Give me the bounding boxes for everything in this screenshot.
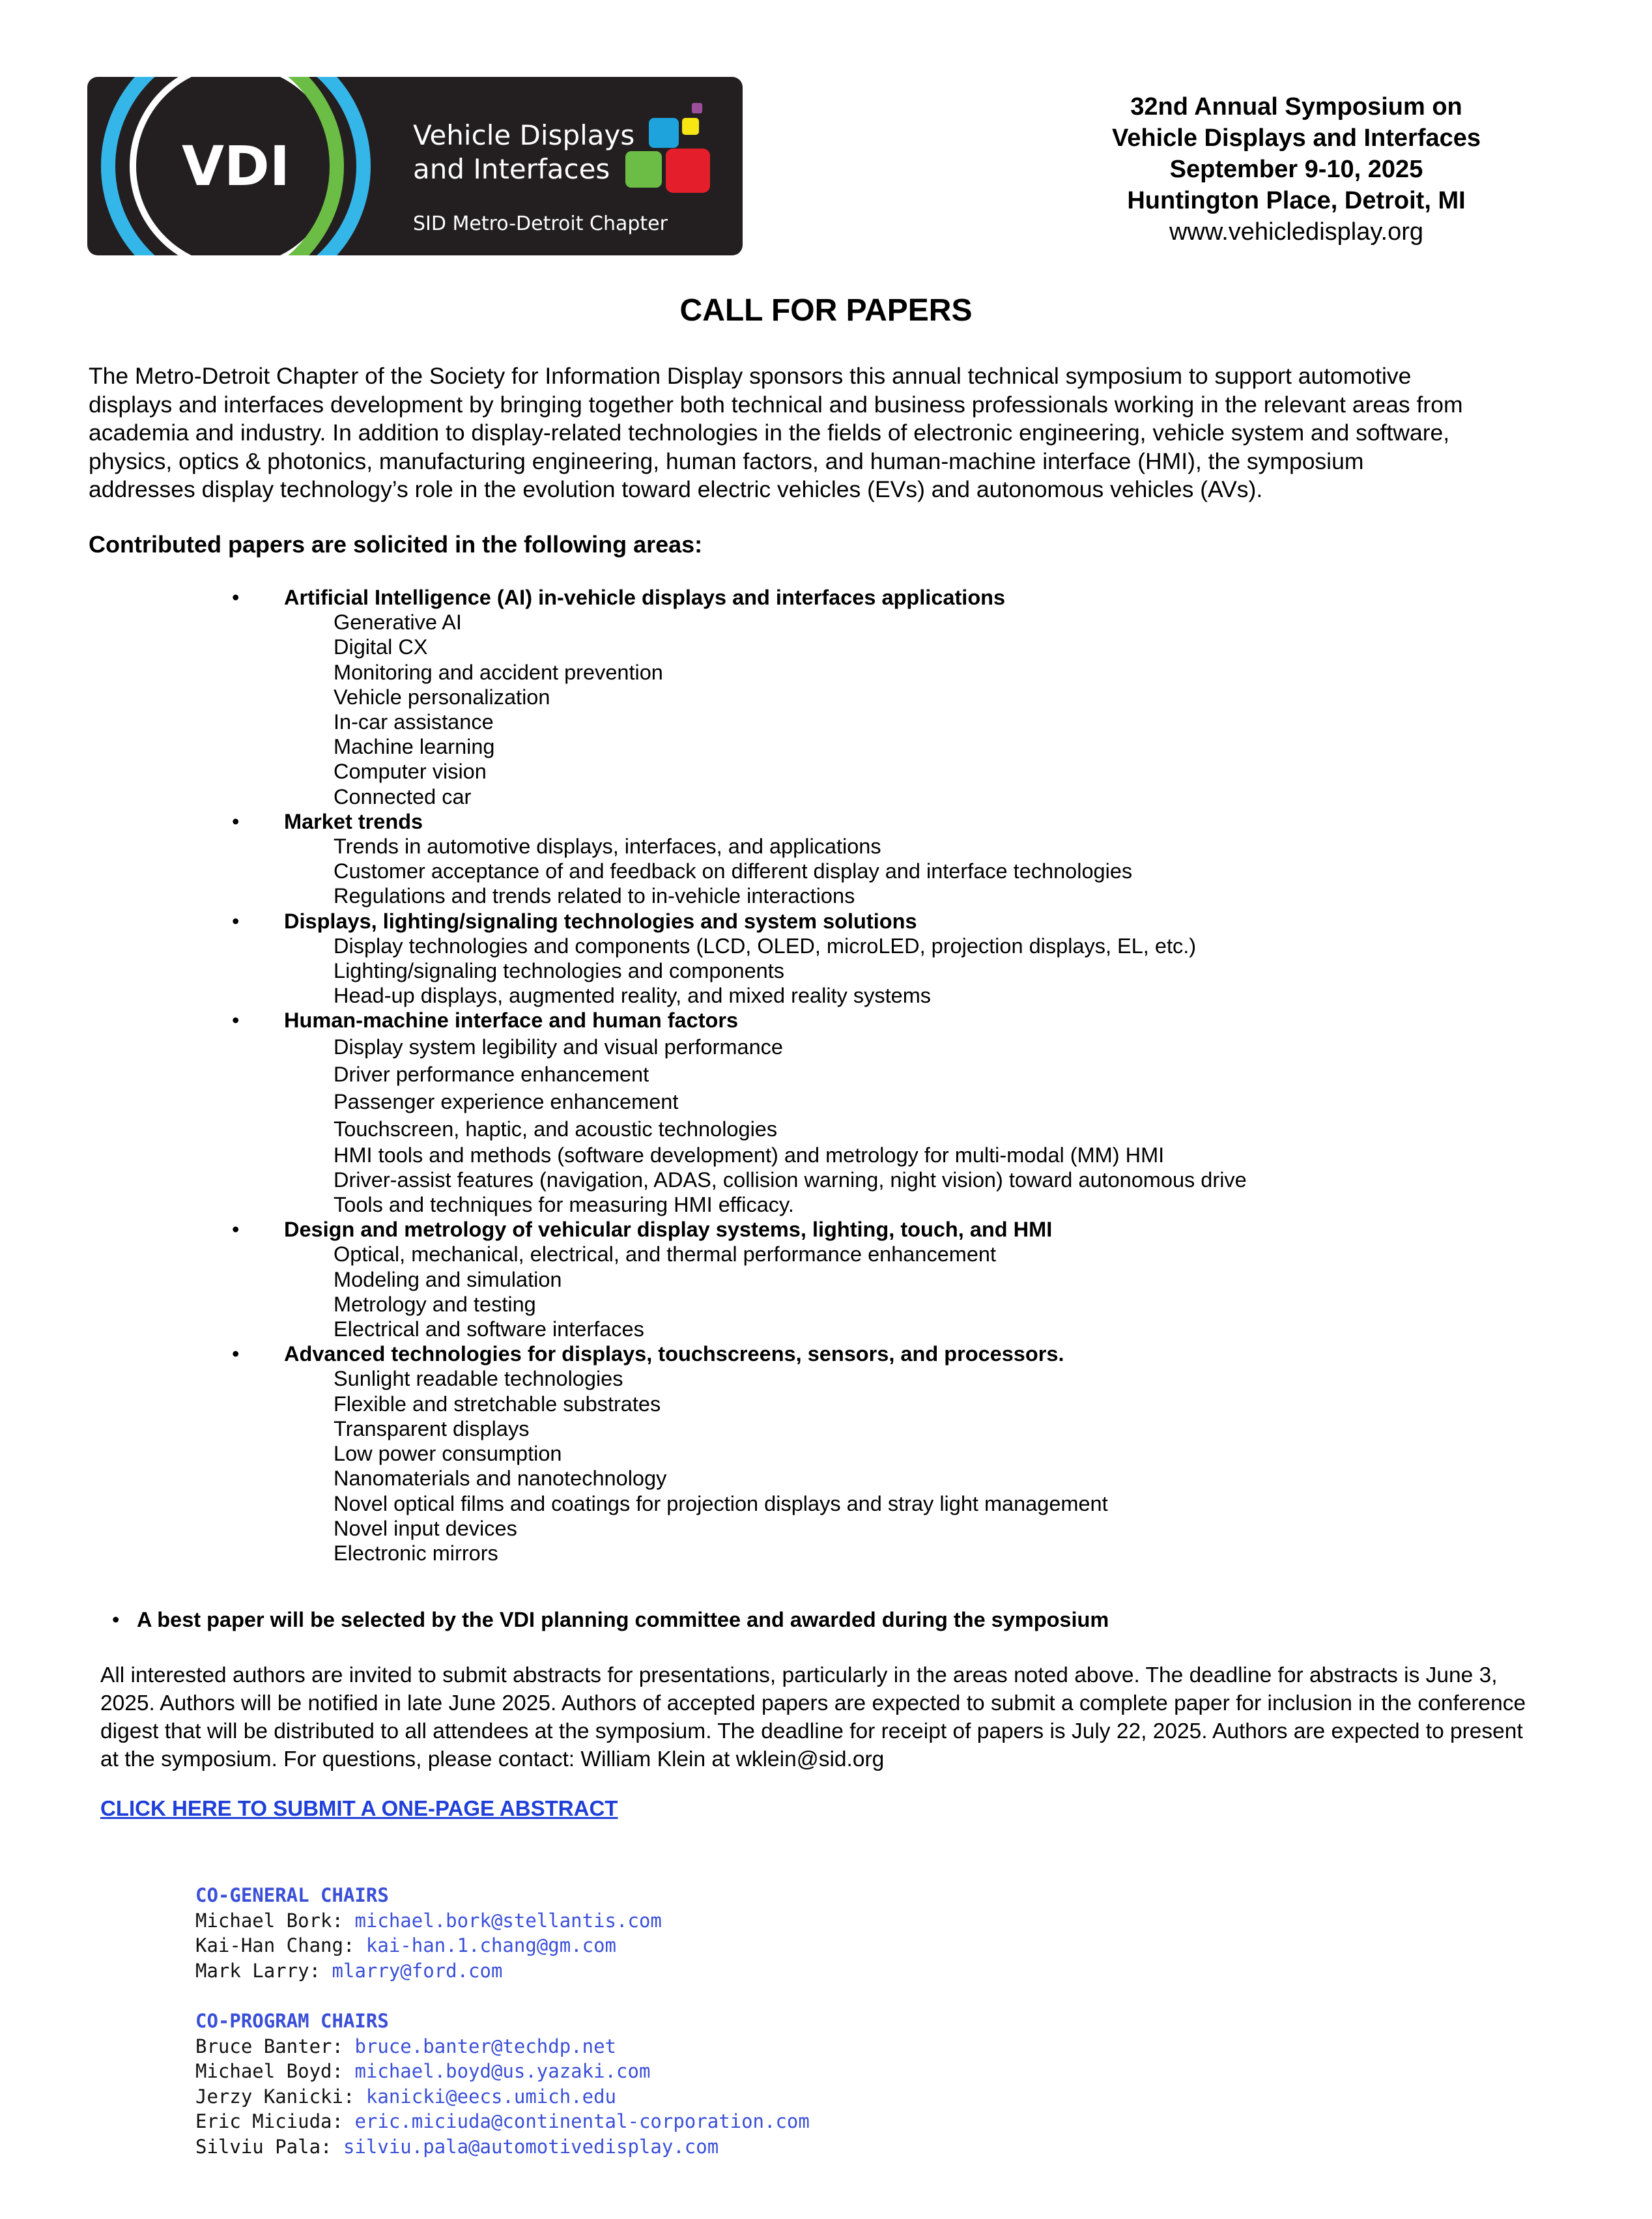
- logo-text: [413, 119, 668, 237]
- chair-name: Eric Miciuda:: [195, 2110, 343, 2133]
- event-dates: September 9-10, 2025: [1169, 156, 1423, 183]
- subtopic-list: [284, 1242, 1247, 1341]
- subtopic-item: Digital CX: [334, 635, 428, 659]
- chair-entry: [195, 1958, 810, 1984]
- authors-line: at the symposium. For questions, please contact: William Klein at wklein@sid.org: [100, 1747, 885, 1771]
- subtopic-item: Sunlight readable technologies: [334, 1367, 623, 1391]
- intro-line: The Metro-Detroit Chapter of the Society for Information Display sponsors this annual technical symposium to support automotive: [89, 363, 1412, 389]
- chair-email-link[interactable]: michael.bork@stellantis.com: [354, 1909, 662, 1932]
- logo-square-red: [666, 149, 710, 193]
- best-paper-note: • A best paper will be selected by the VDI planning committee and awarded during the symposium: [137, 1607, 1109, 1633]
- chair-entry: [195, 2109, 810, 2134]
- logo-line-1: Vehicle Displays: [413, 119, 635, 151]
- logo-square-purple: [692, 103, 702, 113]
- intro-line: addresses display technology’s role in the evolution toward electric vehicles (EVs) and autonomous vehicles (AVs).: [89, 476, 1263, 502]
- areas-heading: Contributed papers are solicited in the following areas:: [89, 531, 703, 558]
- chair-name: Michael Boyd:: [195, 2060, 343, 2083]
- topic-title: • Market trends: [284, 809, 1247, 834]
- subtopic-item: Display technologies and components (LCD, OLED, microLED, projection displays, EL, etc.): [334, 934, 1197, 958]
- chair-entry: [195, 2059, 810, 2084]
- event-location: Huntington Place, Detroit, MI: [1127, 187, 1466, 214]
- subtopic-item: Flexible and stretchable substrates: [334, 1392, 661, 1416]
- spacer: [195, 1983, 810, 2009]
- vdi-logo: [87, 77, 743, 255]
- subtopic-item: Novel input devices: [334, 1516, 517, 1540]
- authors-line: 2025. Authors will be notified in late June 2025. Authors of accepted papers are expected to submit a complete paper for inclusion in the conference: [100, 1691, 1526, 1715]
- topic-ai: [284, 585, 1247, 809]
- chair-entry: [195, 1933, 810, 1958]
- topic-design-metrology: [284, 1217, 1247, 1341]
- subtopic-item: Lighting/signaling technologies and components: [334, 959, 785, 983]
- authors-paragraph: [100, 1661, 1618, 1773]
- chair-name: Mark Larry:: [195, 1959, 321, 1982]
- chair-name: Kai-Han Chang:: [195, 1934, 355, 1957]
- subtopic-item: Optical, mechanical, electrical, and thermal performance enhancement: [334, 1242, 997, 1267]
- logo-line-2: and Interfaces: [413, 153, 610, 185]
- logo-chapter: SID Metro-Detroit Chapter: [413, 212, 668, 235]
- subtopic-item: Electronic mirrors: [334, 1541, 498, 1565]
- chairs-section: [195, 1883, 810, 2160]
- subtopic-item: Touchscreen, haptic, and acoustic technologies: [334, 1117, 778, 1141]
- subtopic-item: Machine learning: [334, 735, 495, 759]
- subtopic-item: Computer vision: [334, 760, 487, 784]
- subtopic-item: Head-up displays, augmented reality, and mixed reality systems: [334, 984, 932, 1008]
- intro-line: displays and interfaces development by bringing together both technical and business professionals working in the relevant areas from: [89, 391, 1463, 418]
- logo-abbr: VDI: [182, 134, 290, 198]
- subtopic-item: Regulations and trends related to in-vehicle interactions: [334, 884, 855, 908]
- chair-email-link[interactable]: kai-han.1.chang@gm.com: [365, 1934, 617, 1957]
- page-title: CALL FOR PAPERS: [679, 293, 973, 328]
- topic-market-trends: [284, 809, 1247, 909]
- subtopic-item: Customer acceptance of and feedback on different display and interface technologies: [334, 859, 1133, 883]
- topic-title: • Displays, lighting/signaling technologies and system solutions: [284, 909, 1247, 934]
- event-title-line-1: 32nd Annual Symposium on: [1130, 93, 1462, 121]
- subtopic-item: Passenger experience enhancement: [334, 1089, 679, 1113]
- subtopic-item: Electrical and software interfaces: [334, 1317, 644, 1341]
- topic-title: • Design and metrology of vehicular display systems, lighting, touch, and HMI: [284, 1217, 1247, 1242]
- chair-name: Bruce Banter:: [195, 2035, 343, 2057]
- topic-hmi-human-factors: [284, 1008, 1247, 1217]
- subtopic-item: Vehicle personalization: [334, 685, 550, 709]
- subtopic-item: Monitoring and accident prevention: [334, 660, 663, 684]
- subtopic-item: Modeling and simulation: [334, 1267, 562, 1291]
- chair-entry: [195, 2134, 810, 2160]
- subtopic-list: [284, 934, 1247, 1009]
- chair-name: Silviu Pala:: [195, 2135, 332, 2158]
- topic-displays-lighting: [284, 909, 1247, 1009]
- subtopic-item: Driver performance enhancement: [334, 1062, 649, 1086]
- subtopic-item: Tools and techniques for measuring HMI efficacy.: [334, 1193, 794, 1217]
- topic-advanced-technologies: [284, 1341, 1247, 1566]
- chair-entry: [195, 2084, 810, 2110]
- chair-email-link[interactable]: bruce.banter@techdp.net: [354, 2035, 617, 2057]
- authors-line: digest that will be distributed to all attendees at the symposium. The deadline for receipt of papers is July 22, 2025. Authors are expected to present: [100, 1719, 1523, 1743]
- intro-line: academia and industry. In addition to display-related technologies in the fields of electronic engineering, vehicle system and software,: [89, 420, 1450, 446]
- subtopic-item: Metrology and testing: [334, 1292, 536, 1316]
- co-general-chairs-title: CO-GENERAL CHAIRS: [195, 1884, 389, 1906]
- subtopic-list: [284, 834, 1247, 909]
- subtopic-item: Driver-assist features (navigation, ADAS, collision warning, night vision) toward autonomous drive: [334, 1167, 1247, 1192]
- intro-paragraph: [89, 362, 1574, 504]
- chair-name: Michael Bork:: [195, 1909, 343, 1932]
- topic-title: • Human-machine interface and human factors: [284, 1008, 1247, 1033]
- intro-line: physics, optics & photonics, manufacturing engineering, human factors, and human-machine interface (HMI), the symposium: [89, 448, 1364, 474]
- subtopic-item: In-car assistance: [334, 710, 494, 734]
- subtopic-item: Display system legibility and visual performance: [334, 1035, 784, 1059]
- chair-email-link[interactable]: michael.boyd@us.yazaki.com: [354, 2060, 651, 2083]
- chair-entry: [195, 1908, 810, 1934]
- subtopic-item: Generative AI: [334, 610, 462, 635]
- chair-entry: [195, 2034, 810, 2059]
- subtopic-list: [284, 1366, 1247, 1566]
- chair-email-link[interactable]: silviu.pala@automotivedisplay.com: [343, 2135, 719, 2158]
- subtopic-item: Transparent displays: [334, 1416, 530, 1440]
- event-url[interactable]: www.vehicledisplay.org: [1169, 218, 1424, 246]
- topic-list: [284, 585, 1247, 1566]
- logo-square-yellow: [682, 118, 699, 135]
- subtopic-item: Nanomaterials and nanotechnology: [334, 1467, 667, 1491]
- event-title-line-2: Vehicle Displays and Interfaces: [1111, 124, 1481, 152]
- subtopic-list: [284, 1033, 1247, 1218]
- event-header: [1016, 91, 1576, 248]
- subtopic-list: [284, 610, 1247, 809]
- chair-email-link[interactable]: eric.miciuda@continental-corporation.com: [354, 2110, 810, 2133]
- submit-abstract-link[interactable]: CLICK HERE TO SUBMIT A ONE-PAGE ABSTRACT: [100, 1796, 618, 1820]
- subtopic-item: HMI tools and methods (software development) and metrology for multi-modal (MM) HMI: [334, 1143, 1165, 1167]
- topic-title: • Artificial Intelligence (AI) in-vehicle displays and interfaces applications: [284, 585, 1247, 610]
- chair-email-link[interactable]: mlarry@ford.com: [332, 1959, 503, 1982]
- subtopic-item: Trends in automotive displays, interfaces, and applications: [334, 835, 881, 859]
- authors-line: All interested authors are invited to submit abstracts for presentations, particularly in the areas noted above. The deadline for abstracts is June 3,: [100, 1663, 1498, 1687]
- topic-title: • Advanced technologies for displays, touchscreens, sensors, and processors.: [284, 1341, 1247, 1366]
- subtopic-item: Novel optical films and coatings for projection displays and stray light management: [334, 1491, 1108, 1515]
- co-program-chairs-title: CO-PROGRAM CHAIRS: [195, 2009, 389, 2032]
- chair-email-link[interactable]: kanicki@eecs.umich.edu: [365, 2085, 617, 2108]
- subtopic-item: Low power consumption: [334, 1442, 562, 1466]
- subtopic-item: Connected car: [334, 784, 472, 809]
- chair-name: Jerzy Kanicki:: [195, 2085, 355, 2108]
